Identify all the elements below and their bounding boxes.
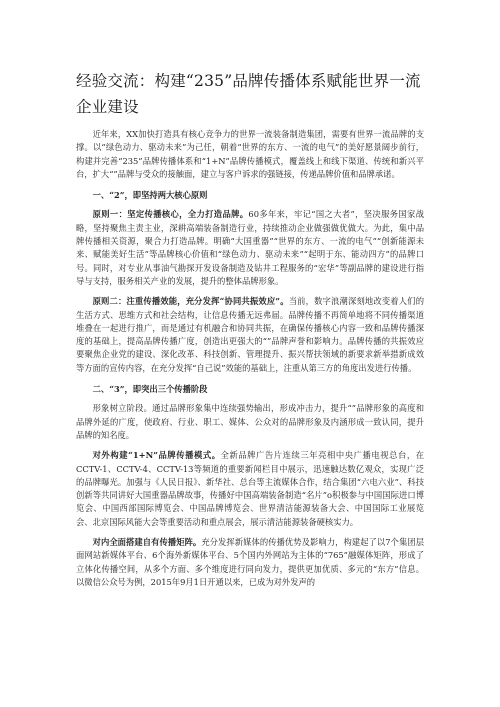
section-1-item-1-lead: 原则一：坚定传播核心，全力打造品牌。: [92, 209, 249, 220]
section-2-paragraph-1: [76, 449, 424, 529]
section-1-item-1-text: 60多年来，牢记“国之大者”，坚决服务国家战略，坚持聚焦主责主业，深耕高端装备制造行业，持续推动企业做强做优做大。为此，集中品牌传播相关资源，聚合力打造品牌。明确“大国重器”“世界的东方、一流的电气”“创新能源未来、赋能美好生活”等品牌核心价值和“绿色动力、驱动未来”“起明于东、能动四方”的品牌口号。同时，对专业从事油气勘探开发设备制造及钻井工程服务的“宏华”等副品牌的建设进行指导与支持，服务相关产业的发展，提升的整体品牌形象。: [76, 209, 424, 286]
section-2-item-2-lead: 对内全面搭建自有传播矩阵。: [92, 537, 202, 548]
section-2-item-1-text: 全新品牌广告片连续三年亮相中央广播电视总台，在CCTV-1、CCTV-4、CCTV-13等频道的重要新闻栏目中展示，迅速触达数亿观众，实现广泛的品牌曝光。加强与《人民日报》、新华社、总台等主流媒体合作，结合集团“六电六业”、科技创新等共同讲好大国重器品牌故事，传播好中国高端装备制造“名片”o积极参与中国国际进口博览会、中国西部国际博览会、中国品牌博览会、世界清洁能源装备大会、中国国际工业展览会、北京国际风能大会等重要活动和重点展会，展示清洁能源装备硬核实力。: [76, 450, 424, 527]
document-body: [76, 128, 424, 589]
section-2-intro: 形象树立阶段。通过品牌形象集中连续强势输出，形成冲击力，提升“”品牌形象的高度和品牌外延的广度，使政府、行业、职工、媒体、公众对的品牌形象及内涵形成一致认同，提升品牌的知名度。: [76, 403, 424, 440]
section-1-paragraph-1: [76, 208, 424, 288]
section-1-item-2-lead: 原则二：注重传播效能，充分发挥“协同共振效应”。: [92, 296, 289, 307]
section-1-item-2-text: 当前，数字浪潮深刻地改变着人们的生活方式、思维方式和社会结构，让信息传播无远弗届。品牌传播不再简单地将不同传播渠道堆叠在一起进行推广，而是通过有机融合和协同共振，在确保传播核心内容一致和品牌传播深度的基础上，提高品牌传播广度，创造出更强大的“”品牌声誉和影响力。品牌传播的共振效应要聚焦企业党的建设、深化改革、科技创新、管理提升、振兴帮扶领域的新要求新举措新成效等方面的宣传内容，在充分发挥“自己说”效能的基础上，注重从第三方的角度出发进行传播。: [76, 296, 424, 373]
section-1-heading: 一、“2”，即坚持两大核心原则: [92, 190, 208, 201]
document-title: 经验交流：构建“235”品牌传播体系赋能世界一流企业建设: [76, 72, 421, 116]
section-2-heading: 二、“3”，即突出三个传播阶段: [92, 384, 208, 395]
section-2-item-1-lead: 对外构建“1+N”品牌传播模式。: [92, 450, 221, 461]
intro-paragraph: 近年来，XX加快打造具有核心竞争力的世界一流装备制造集团，需要有世界一流品牌的支撑。以“绿色动力、驱动未来”为己任，朝着“世界的东方、一流的电气”的美好愿景阔步前行，构建并完善“235”品牌传播体系和“1+N”品牌传播模式，覆盖线上和线下渠道、传统和新兴平台，扩大“”品牌与受众的接触面，建立与客户诉求的强链接，传递品牌价值和品牌承诺。: [76, 129, 424, 179]
section-2-paragraph-2: [76, 536, 424, 589]
section-2-item-2-text: 充分发挥新媒体的传播优势及影响力，构建起了以7个集团层面网站新媒体平台、6个海外新媒体平台、5个国内外网站为主体的“765”融媒体矩阵，形成了立体化传播空间，从多个方面、多个维度进行同向发力，提供更加优质、多元的“东方”信息。以微信公众号为例，2015年9月1日开通以来，已成为对外发声的: [76, 537, 424, 587]
section-1-paragraph-2: [76, 295, 424, 375]
